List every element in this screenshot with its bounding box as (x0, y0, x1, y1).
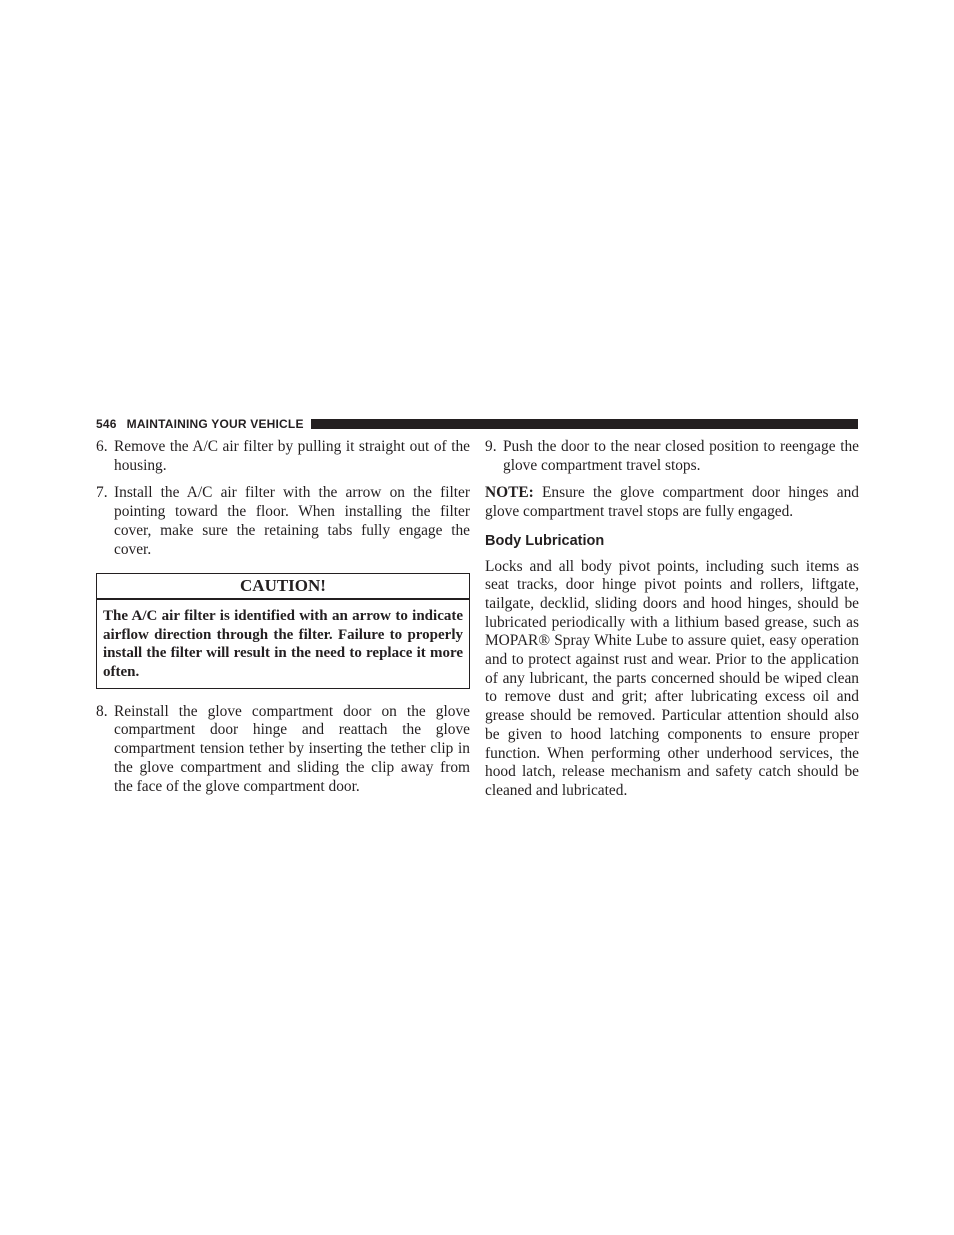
right-column (485, 438, 859, 810)
step-6 (96, 438, 470, 475)
step-number: 7. (96, 484, 108, 502)
step-number: 9. (485, 438, 497, 455)
step-text: Push the door to the near closed position to reengage the glove compartment travel stops. (503, 438, 859, 474)
header-rule (311, 419, 858, 429)
step-7 (96, 484, 470, 559)
step-number: 6. (96, 438, 108, 455)
note-label: NOTE: (485, 484, 534, 502)
note-paragraph (485, 484, 859, 521)
step-text: Remove the A/C air filter by pulling it straight out of the housing. (114, 438, 470, 474)
left-column (96, 438, 470, 805)
body-lubrication-paragraph: Locks and all body pivot points, including such items as seat tracks, door hinge pivot points and rollers, liftgate, tailgate, decklid, sliding doors and hood hinges, should be lubricated periodically with a lithium based grease, such as MOPAR® Spray White Lube to assure quiet, easy operation and to protect against rust and wear. Prior to the application of any lubricant, the parts concerned should be wiped clean to remove dust and grit; after lubricating excess oil and grease should be removed. Particular attention should also be given to hood latching components to ensure proper function. When performing other underhood services, the hood latch, release mechanism and safety catch should be cleaned and lubricated. (485, 557, 859, 799)
section-title: MAINTAINING YOUR VEHICLE (126, 417, 304, 431)
step-text: Reinstall the glove compartment door on the glove compartment door hinge and reattach the glove compartment tension tether by inserting the tether clip in the glove compartment and sliding the clip away from the face of the glove compartment door. (114, 702, 470, 795)
step-number: 8. (96, 702, 108, 720)
page-number: 546 (96, 417, 117, 431)
caution-title: CAUTION! (97, 574, 469, 600)
caution-body: The A/C air filter is identified with an arrow to indicate airflow direction through the filter. Failure to properly install the filter will result in the need to replace it more often. (103, 607, 463, 681)
page-header (96, 416, 858, 432)
step-9 (485, 438, 859, 475)
note-text: Ensure the glove compartment door hinges and glove compartment travel stops are fully engaged. (485, 484, 859, 521)
body-lubrication-heading: Body Lubrication (485, 532, 605, 549)
step-text: Install the A/C air filter with the arrow on the filter pointing toward the floor. When installing the filter cover, make sure the retaining tabs fully engage the cover. (114, 484, 470, 558)
caution-box (96, 573, 470, 689)
step-8 (96, 703, 470, 797)
